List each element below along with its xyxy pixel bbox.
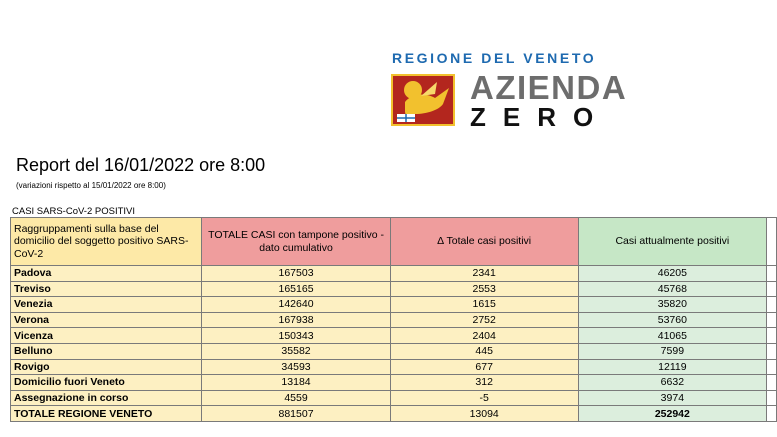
cell-current: 12119 — [578, 359, 766, 375]
table-total-row — [11, 406, 777, 422]
lion-of-saint-mark-logo-icon — [391, 74, 455, 126]
header-total-cases: TOTALE CASI con tampone positivo - dato cumulativo — [202, 218, 390, 266]
cell-area: Padova — [11, 266, 202, 282]
cell-filler — [767, 359, 777, 375]
cell-total: 13184 — [202, 375, 390, 391]
report-note: (variazioni rispetto al 15/01/2022 ore 8:00) — [16, 181, 166, 190]
cell-current: 252942 — [578, 406, 766, 422]
cell-total: 167938 — [202, 312, 390, 328]
cell-filler — [767, 312, 777, 328]
table-row — [11, 312, 777, 328]
cell-area: Belluno — [11, 343, 202, 359]
table-row — [11, 266, 777, 282]
report-title: Report del 16/01/2022 ore 8:00 — [16, 155, 266, 175]
cell-delta: 2341 — [390, 266, 578, 282]
cell-area: Rovigo — [11, 359, 202, 375]
cell-current: 53760 — [578, 312, 766, 328]
cell-delta: 2404 — [390, 328, 578, 344]
cell-delta: 13094 — [390, 406, 578, 422]
cell-total: 34593 — [202, 359, 390, 375]
header-current-cases: Casi attualmente positivi — [578, 218, 766, 266]
cell-current: 45768 — [578, 281, 766, 297]
logo-region-text: REGIONE DEL VENETO — [392, 50, 597, 66]
header-filler — [767, 218, 777, 266]
cases-table — [10, 217, 777, 422]
cell-filler — [767, 297, 777, 313]
cell-current: 35820 — [578, 297, 766, 313]
cell-total: 35582 — [202, 343, 390, 359]
table-row — [11, 359, 777, 375]
table-row — [11, 297, 777, 313]
cell-current: 46205 — [578, 266, 766, 282]
table-row — [11, 281, 777, 297]
cell-total: 4559 — [202, 390, 390, 406]
cell-filler — [767, 406, 777, 422]
cell-filler — [767, 281, 777, 297]
cell-current: 3974 — [578, 390, 766, 406]
cell-current: 41065 — [578, 328, 766, 344]
cell-filler — [767, 328, 777, 344]
table-row — [11, 390, 777, 406]
cell-total: 150343 — [202, 328, 390, 344]
table-row — [11, 328, 777, 344]
cell-filler — [767, 343, 777, 359]
cell-delta: -5 — [390, 390, 578, 406]
cell-current: 7599 — [578, 343, 766, 359]
section-title: CASI SARS-CoV-2 POSITIVI — [12, 206, 136, 217]
cell-area: Venezia — [11, 297, 202, 313]
table-row — [11, 343, 777, 359]
cell-delta: 2553 — [390, 281, 578, 297]
cell-delta: 1615 — [390, 297, 578, 313]
table-header-row — [11, 218, 777, 266]
cell-area: Assegnazione in corso — [11, 390, 202, 406]
cell-delta: 2752 — [390, 312, 578, 328]
cell-filler — [767, 390, 777, 406]
cell-area: Domicilio fuori Veneto — [11, 375, 202, 391]
cell-area: Treviso — [11, 281, 202, 297]
cell-current: 6632 — [578, 375, 766, 391]
logo-azienda-text: AZIENDA — [470, 69, 628, 106]
cell-total: 165165 — [202, 281, 390, 297]
logo-zero-text: ZERO — [470, 102, 611, 132]
cell-area: TOTALE REGIONE VENETO — [11, 406, 202, 422]
header-area: Raggruppamenti sulla base del domicilio del soggetto positivo SARS-CoV-2 — [11, 218, 202, 266]
cell-filler — [767, 266, 777, 282]
cell-delta: 445 — [390, 343, 578, 359]
cell-area: Verona — [11, 312, 202, 328]
cell-total: 881507 — [202, 406, 390, 422]
cell-total: 142640 — [202, 297, 390, 313]
cell-total: 167503 — [202, 266, 390, 282]
cell-delta: 677 — [390, 359, 578, 375]
cell-filler — [767, 375, 777, 391]
cell-delta: 312 — [390, 375, 578, 391]
table-row — [11, 375, 777, 391]
header-delta-cases: Δ Totale casi positivi — [390, 218, 578, 266]
cell-area: Vicenza — [11, 328, 202, 344]
